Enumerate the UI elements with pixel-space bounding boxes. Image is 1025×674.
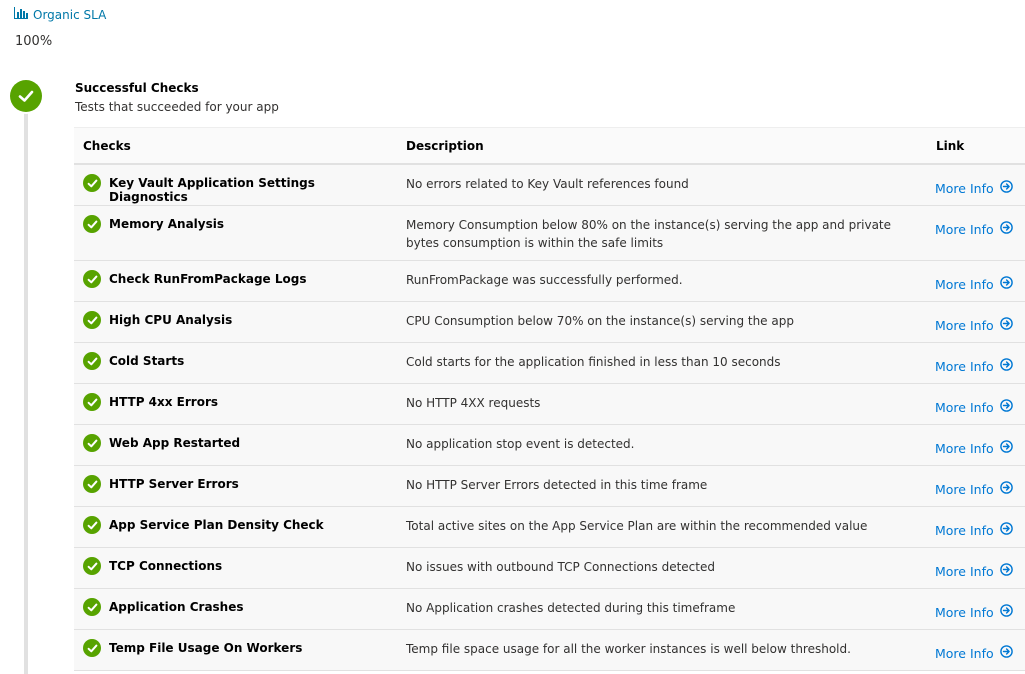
check-name: HTTP 4xx Errors [109,395,219,409]
table-header-row [74,128,1025,165]
check-name: Cold Starts [109,354,185,368]
column-header-link: Link [927,128,1025,165]
arrow-circle-right-icon[interactable] [1000,645,1013,661]
arrow-circle-right-icon[interactable] [1000,604,1013,620]
check-description: Total active sites on the App Service Plan are within the recommended value [406,519,868,533]
check-description: Temp file space usage for all the worker instances is well below threshold. [406,642,851,656]
check-circle-icon [83,174,101,192]
link-cell [927,466,1025,507]
check-name: Application Crashes [109,600,244,614]
check-description: CPU Consumption below 70% on the instance(s) serving the app [406,314,794,328]
check-circle-icon [83,270,101,288]
check-description: RunFromPackage was successfully performed. [406,273,683,287]
more-info-label[interactable]: More Info [935,180,994,196]
sla-title[interactable]: Organic SLA [33,7,107,22]
arrow-circle-right-icon[interactable] [1000,563,1013,579]
timeline-line [24,104,28,674]
link-cell [927,425,1025,466]
check-name: App Service Plan Density Check [109,518,324,532]
check-name: TCP Connections [109,559,223,573]
description-cell [397,466,927,507]
check-circle-icon [83,639,101,657]
check-description: No application stop event is detected. [406,437,635,451]
check-cell [74,343,397,384]
check-circle-icon [83,215,101,233]
table-row [74,589,1025,630]
check-name: High CPU Analysis [109,313,233,327]
table-row [74,384,1025,425]
check-description: No HTTP Server Errors detected in this time frame [406,478,708,492]
bar-chart-icon [14,7,28,22]
check-cell [74,302,397,343]
link-cell [927,384,1025,425]
table-row [74,630,1025,671]
more-info-label[interactable]: More Info [935,440,994,456]
more-info-label[interactable]: More Info [935,563,994,579]
check-circle-icon [83,311,101,329]
description-cell [397,384,927,425]
sla-value: 100% [15,34,53,49]
checks-table [74,127,1025,671]
column-header-checks: Checks [74,128,397,165]
link-cell [927,164,1025,206]
link-cell [927,589,1025,630]
check-name: Web App Restarted [109,436,241,450]
description-cell [397,425,927,466]
more-info-link[interactable] [927,466,1025,497]
table-row [74,466,1025,507]
check-circle-icon [83,434,101,452]
check-description: No errors related to Key Vault references found [406,177,689,191]
check-description: No issues with outbound TCP Connections detected [406,560,715,574]
description-cell [397,261,927,302]
check-name: Temp File Usage On Workers [109,641,303,655]
success-status-icon [10,80,42,112]
check-cell [74,206,397,261]
more-info-link[interactable] [927,425,1025,456]
arrow-circle-right-icon[interactable] [1000,440,1013,456]
check-circle-icon [83,598,101,616]
arrow-circle-right-icon[interactable] [1000,481,1013,497]
check-cell [74,425,397,466]
table-row [74,343,1025,384]
description-cell [397,548,927,589]
description-cell [397,589,927,630]
section-subtitle: Tests that succeeded for your app [75,100,279,114]
more-info-link[interactable] [927,548,1025,579]
description-cell [397,630,927,671]
link-cell [927,630,1025,671]
description-cell [397,343,927,384]
more-info-link[interactable] [927,261,1025,292]
table-row [74,507,1025,548]
check-cell [74,466,397,507]
arrow-circle-right-icon[interactable] [1000,522,1013,538]
link-cell [927,343,1025,384]
check-name: Key Vault Application Settings Diagnostics [109,176,315,204]
more-info-link[interactable] [927,630,1025,661]
check-circle-icon [83,352,101,370]
more-info-label[interactable]: More Info [935,604,994,620]
check-circle-icon [83,393,101,411]
check-cell [74,589,397,630]
description-cell [397,302,927,343]
more-info-link[interactable] [927,589,1025,620]
check-cell [74,384,397,425]
more-info-label[interactable]: More Info [935,481,994,497]
arrow-circle-right-icon[interactable] [1000,180,1013,196]
more-info-label[interactable]: More Info [935,276,994,292]
more-info-link[interactable] [927,206,1025,237]
more-info-link[interactable] [927,507,1025,538]
arrow-circle-right-icon[interactable] [1000,399,1013,415]
description-cell [397,206,927,261]
more-info-link[interactable] [927,302,1025,333]
arrow-circle-right-icon[interactable] [1000,221,1013,237]
link-cell [927,507,1025,548]
check-description: No HTTP 4XX requests [406,396,541,410]
more-info-label[interactable]: More Info [935,221,994,237]
check-circle-icon [83,475,101,493]
check-cell [74,261,397,302]
check-name: HTTP Server Errors [109,477,239,491]
link-cell [927,206,1025,261]
more-info-label[interactable]: More Info [935,399,994,415]
check-name: Check RunFromPackage Logs [109,272,307,286]
arrow-circle-right-icon[interactable] [1000,276,1013,292]
check-circle-icon [83,516,101,534]
link-cell [927,261,1025,302]
check-cell [74,164,397,206]
check-name: Memory Analysis [109,217,225,231]
table-row [74,425,1025,466]
arrow-circle-right-icon[interactable] [1000,358,1013,374]
more-info-link[interactable] [927,343,1025,374]
link-cell [927,302,1025,343]
check-description: No Application crashes detected during this timeframe [406,601,736,615]
check-cell [74,630,397,671]
more-info-label[interactable]: More Info [935,645,994,661]
link-cell [927,548,1025,589]
sla-header[interactable] [14,7,106,22]
table-row [74,548,1025,589]
more-info-link[interactable] [927,384,1025,415]
more-info-label[interactable]: More Info [935,317,994,333]
more-info-label[interactable]: More Info [935,522,994,538]
description-cell [397,507,927,548]
arrow-circle-right-icon[interactable] [1000,317,1013,333]
section-title: Successful Checks [75,81,199,95]
table-row [74,164,1025,206]
check-description: Memory Consumption below 80% on the instance(s) serving the app and private bytes consumption is within the safe limits [406,218,892,250]
table-row [74,206,1025,261]
more-info-label[interactable]: More Info [935,358,994,374]
check-circle-icon [83,557,101,575]
check-cell [74,548,397,589]
table-row [74,261,1025,302]
more-info-link[interactable] [927,165,1025,196]
check-description: Cold starts for the application finished in less than 10 seconds [406,355,781,369]
column-header-description: Description [397,128,927,165]
description-cell [397,164,927,206]
check-cell [74,507,397,548]
table-row [74,302,1025,343]
